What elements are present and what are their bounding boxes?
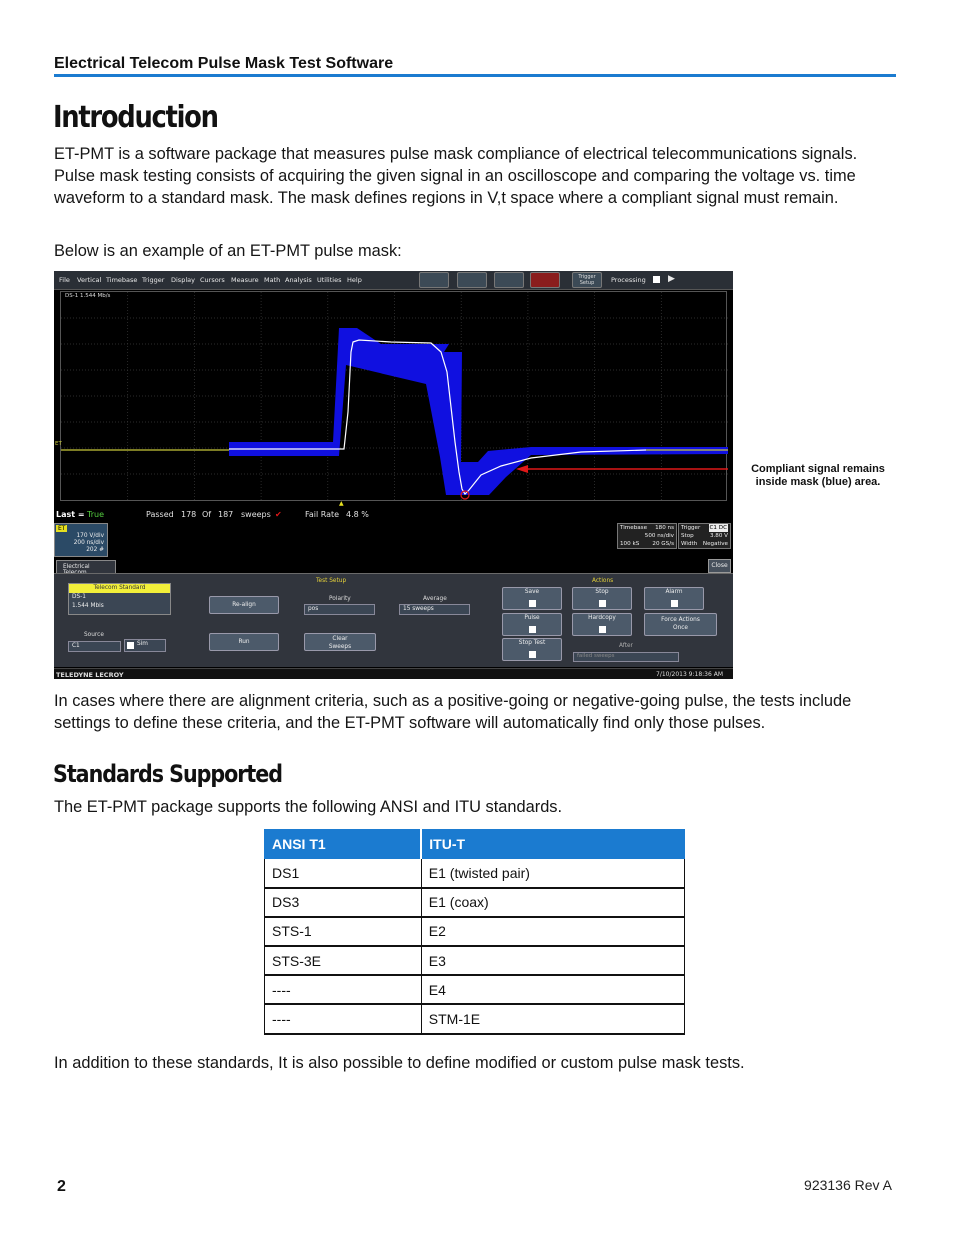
force-actions-once-button[interactable] [644, 613, 717, 636]
table-row [265, 917, 685, 946]
stop-test-checkbox[interactable] [529, 651, 536, 658]
scope-footer [54, 668, 733, 679]
pulse-action[interactable] [502, 613, 562, 636]
trigger-level: 3.80 V [709, 533, 728, 539]
test-setup-label: Test Setup [316, 578, 347, 584]
timebase-title: Timebase [620, 525, 648, 531]
document-revision: 923136 Rev A [804, 1177, 892, 1193]
itu-cell: E1 (coax) [421, 888, 684, 917]
header-rule [54, 74, 896, 77]
menu-vertical[interactable]: Vertical [77, 276, 102, 284]
ansi-cell: ---- [265, 975, 422, 1004]
standards-table [264, 829, 685, 1035]
standards-intro: The ET-PMT package supports the following ANSI and ITU standards. [54, 798, 563, 816]
ansi-cell: DS1 [265, 859, 422, 888]
toolbar-stop-button[interactable] [530, 272, 560, 288]
pulse-label: Pulse [524, 615, 540, 621]
timebase-box[interactable] [617, 523, 677, 549]
table-header-row [265, 830, 685, 859]
hardcopy-checkbox[interactable] [599, 626, 606, 633]
clear-sweeps-line2: Sweeps [328, 644, 352, 650]
trigger-slope: Negative [702, 541, 728, 547]
timebase-per-div: 500 ns/div [644, 533, 674, 539]
menu-help[interactable]: Help [347, 276, 362, 284]
last-value: True [87, 510, 104, 519]
callout-line-2: inside mask (blue) area. [755, 476, 881, 488]
introduction-heading: Introduction [53, 100, 218, 135]
ansi-cell: STS-3E [265, 946, 422, 975]
menu-measure[interactable]: Measure [231, 276, 259, 284]
polarity-field[interactable]: pos [304, 604, 375, 615]
fail-rate-label: Fail Rate [305, 510, 340, 519]
processing-label: Processing [611, 276, 646, 284]
menu-analysis[interactable]: Analysis [285, 276, 312, 284]
pulse-checkbox[interactable] [529, 626, 536, 633]
trigger-mode: Stop [681, 533, 694, 539]
stop-label: Stop [595, 589, 609, 595]
last-label: Last = [56, 510, 85, 519]
stop-test-action[interactable] [502, 638, 562, 661]
trace-label: DS-1 1.544 Mb/s [65, 293, 111, 299]
intro-paragraph-3: In cases where there are alignment criteria, such as a positive-going or negative-going pulse, the tests include settings to define these criteria, and the ET-PMT software will automatically find only those pulses. [54, 692, 852, 732]
average-label: Average [423, 596, 447, 602]
sweep-icon: ✔ [275, 510, 282, 519]
table-row [265, 859, 685, 888]
telecom-standard-name: DS-1 [72, 594, 86, 600]
scope-timestamp: 7/10/2013 9:18:36 AM [656, 671, 723, 678]
callout-line-1: Compliant signal remains [751, 463, 885, 475]
ansi-cell: STS-1 [265, 917, 422, 946]
page-number: 2 [57, 1178, 66, 1195]
source-label: Source [84, 632, 104, 638]
scope-menu-bar [54, 271, 733, 290]
realign-button[interactable]: Re-align [209, 596, 279, 614]
timebase-samples: 100 kS [620, 541, 640, 547]
clear-sweeps-line1: Clear [332, 636, 348, 642]
telecom-standard-label: Telecom Standard [69, 584, 170, 593]
alarm-checkbox[interactable] [671, 600, 678, 607]
channel-descriptor-box[interactable] [54, 523, 108, 557]
menu-display[interactable]: Display [171, 276, 195, 284]
stop-checkbox[interactable] [599, 600, 606, 607]
oscilloscope-screenshot [54, 271, 733, 679]
close-button[interactable]: Close [708, 559, 731, 573]
itu-cell: E4 [421, 975, 684, 1004]
table-row [265, 1004, 685, 1033]
trigger-box[interactable] [678, 523, 731, 549]
menu-utilities[interactable]: Utilities [317, 276, 342, 284]
run-button[interactable]: Run [209, 633, 279, 651]
polarity-label: Polarity [329, 596, 351, 602]
sweeps-label: sweeps [241, 510, 271, 519]
actions-label: Actions [592, 578, 614, 584]
play-icon[interactable]: ▶ [668, 274, 675, 284]
passed-count: 178 [181, 510, 197, 519]
standards-heading: Standards Supported [53, 760, 282, 788]
clear-sweeps-button[interactable] [304, 633, 376, 651]
pulse-mask-region [229, 328, 728, 495]
channel-volts-per-div: 170 V/div [76, 533, 104, 539]
save-action[interactable] [502, 587, 562, 610]
alarm-label: Alarm [665, 589, 683, 595]
of-label: Of [202, 510, 212, 519]
save-checkbox[interactable] [529, 600, 536, 607]
itu-cell: E1 (twisted pair) [421, 859, 684, 888]
tab-electrical-telecom[interactable]: Electrical [56, 560, 116, 574]
alarm-action[interactable] [644, 587, 704, 610]
channel-tag: ET [58, 525, 66, 532]
intro-paragraph-1: ET-PMT is a software package that measures pulse mask compliance of electrical telecommunications signals. Pulse mask testing consists of acquiring the given signal in an oscilloscope and comparing the voltage vs. time waveform to a standard mask. The mask defines regions in V,t space where a compliant signal must remain. [54, 145, 858, 207]
sim-checkbox[interactable] [127, 642, 134, 649]
processing-checkbox[interactable] [653, 276, 660, 283]
menu-file[interactable]: File [59, 276, 70, 284]
column-ansi-t1: ANSI T1 [265, 830, 422, 859]
telecom-standard-rate: 1.544 Mbis [72, 603, 104, 609]
column-itu-t: ITU-T [421, 830, 684, 859]
table-row [265, 888, 685, 917]
hardcopy-label: Hardcopy [588, 615, 616, 621]
trigger-type: Width [681, 541, 698, 547]
ansi-cell: DS3 [265, 888, 422, 917]
ansi-cell: ---- [265, 1004, 422, 1033]
channel-time-per-div: 200 ns/div [73, 540, 104, 546]
waveform-plot [61, 292, 728, 502]
force-actions-line1: Force Actions [661, 617, 700, 623]
itu-cell: E3 [421, 946, 684, 975]
after-label: After [619, 643, 633, 649]
intro-paragraph-2: Below is an example of an ET-PMT pulse mask: [54, 242, 402, 260]
menu-trigger[interactable]: Trigger [142, 276, 165, 284]
menu-math[interactable]: Math [264, 276, 281, 284]
toolbar-button-1[interactable] [419, 272, 449, 288]
after-field[interactable]: failed sweeps [573, 652, 679, 662]
sim-label: Sim [137, 641, 148, 647]
save-label: Save [524, 589, 540, 595]
force-actions-line2: Once [673, 625, 688, 631]
trigger-setup-button[interactable]: Trigger Setup [572, 272, 602, 288]
trigger-title: Trigger [681, 525, 701, 531]
table-row [265, 975, 685, 1004]
stop-test-label: Stop Test [518, 640, 546, 646]
source-field[interactable]: C1 [68, 641, 121, 652]
total-count: 187 [218, 510, 234, 519]
trigger-position-icon: ▲ [339, 500, 344, 507]
teledyne-lecroy-logo: TELEDYNE LECROY [56, 671, 124, 679]
timebase-delay: 180 ns [655, 525, 674, 531]
toolbar-button-3[interactable] [494, 272, 524, 288]
et-marker: ET [55, 441, 62, 447]
hardcopy-action[interactable] [572, 613, 632, 636]
telecom-standard-selector[interactable] [68, 583, 171, 615]
stop-action[interactable] [572, 587, 632, 610]
closing-paragraph: In addition to these standards, It is also possible to define modified or custom pulse mask tests. [54, 1054, 745, 1072]
passed-label: Passed [146, 510, 174, 519]
figure-callout [742, 463, 894, 489]
itu-cell: STM-1E [421, 1004, 684, 1033]
trigger-source-badge: C1 DC [709, 525, 727, 531]
waveform-grid [60, 291, 727, 501]
itu-cell: E2 [421, 917, 684, 946]
menu-timebase[interactable]: Timebase [106, 276, 138, 284]
channel-count: 202 # [86, 547, 104, 553]
fail-rate-value: 4.8 % [346, 510, 369, 519]
average-field[interactable]: 15 sweeps [399, 604, 470, 615]
table-row [265, 946, 685, 975]
menu-cursors[interactable]: Cursors [200, 276, 225, 284]
sim-field[interactable] [124, 639, 166, 652]
header-title: Electrical Telecom Pulse Mask Test Software [54, 55, 394, 72]
timebase-rate: 20 GS/s [652, 541, 674, 547]
toolbar-button-2[interactable] [457, 272, 487, 288]
